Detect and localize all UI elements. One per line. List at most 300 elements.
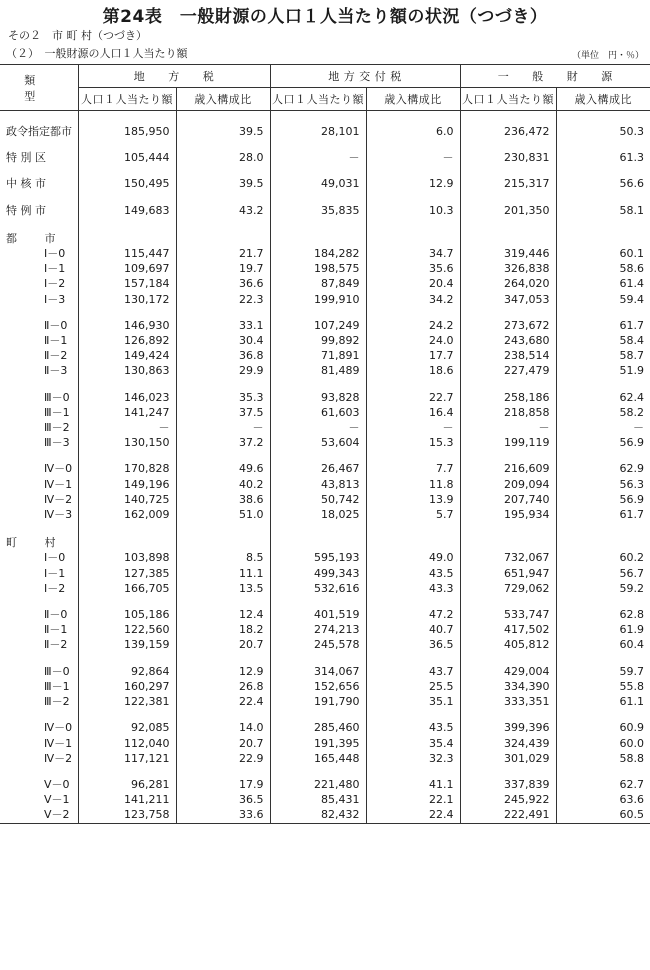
general-revenue-per-capita: 319,446 (460, 246, 556, 261)
spacer-row (0, 218, 650, 231)
row-label: 特 例 市 (6, 203, 46, 217)
local-tax-per-capita: 141,211 (78, 792, 176, 807)
local-tax-ratio: 37.5 (176, 405, 270, 420)
allocation-tax-ratio: 6.0 (366, 124, 460, 139)
general-revenue-ratio: 61.3 (556, 150, 650, 165)
allocation-tax-per-capita: 107,249 (270, 318, 366, 333)
empty-cell (270, 165, 366, 176)
allocation-tax-per-capita: － (270, 420, 366, 435)
general-revenue-ratio: 56.6 (556, 176, 650, 191)
empty-cell (270, 596, 366, 607)
general-revenue-ratio: 58.4 (556, 333, 650, 348)
general-revenue-ratio: 61.1 (556, 694, 650, 709)
row-label: Ⅱ－2 (44, 349, 68, 363)
empty-cell (270, 192, 366, 203)
table-row (0, 566, 650, 581)
table-row (0, 203, 650, 218)
table-row (0, 461, 650, 476)
local-tax-ratio: 11.1 (176, 566, 270, 581)
allocation-tax-ratio: 15.3 (366, 435, 460, 450)
general-revenue-ratio: 59.2 (556, 581, 650, 596)
table-row (0, 348, 650, 363)
header-ratio: 歳入構成比 (366, 88, 460, 111)
table-row (0, 751, 650, 766)
row-label: Ⅲ－1 (44, 405, 70, 419)
local-tax-per-capita: － (78, 420, 176, 435)
empty-cell (0, 165, 78, 176)
general-revenue-ratio: 60.0 (556, 736, 650, 751)
general-revenue-ratio: 58.7 (556, 348, 650, 363)
empty-cell (366, 165, 460, 176)
empty-cell (176, 596, 270, 607)
general-revenue-ratio: 61.9 (556, 622, 650, 637)
allocation-tax-ratio: 43.7 (366, 664, 460, 679)
allocation-tax-per-capita: 43,813 (270, 477, 366, 492)
allocation-tax-ratio: 43.5 (366, 720, 460, 735)
general-revenue-per-capita: 201,350 (460, 203, 556, 218)
row-label: Ⅴ－2 (0, 807, 78, 823)
allocation-tax-per-capita: 401,519 (270, 607, 366, 622)
allocation-tax-per-capita: 87,849 (270, 276, 366, 291)
general-revenue-ratio: 59.7 (556, 664, 650, 679)
empty-cell (556, 192, 650, 203)
empty-cell (0, 111, 78, 125)
empty-cell (0, 139, 78, 150)
table-row (0, 292, 650, 307)
allocation-tax-per-capita: 184,282 (270, 246, 366, 261)
general-revenue-ratio: 60.4 (556, 637, 650, 652)
local-tax-per-capita: 160,297 (78, 679, 176, 694)
empty-cell (0, 450, 78, 461)
empty-cell (366, 766, 460, 777)
allocation-tax-per-capita: 93,828 (270, 390, 366, 405)
allocation-tax-per-capita: 82,432 (270, 807, 366, 823)
empty-cell (176, 709, 270, 720)
local-tax-ratio: 21.7 (176, 246, 270, 261)
allocation-tax-ratio: 43.3 (366, 581, 460, 596)
table-row (0, 622, 650, 637)
allocation-tax-per-capita: 199,910 (270, 292, 366, 307)
table-row (0, 176, 650, 191)
empty-cell (556, 709, 650, 720)
local-tax-ratio: 36.6 (176, 276, 270, 291)
category-label: 町 村 (6, 536, 68, 550)
general-revenue-ratio: 61.7 (556, 507, 650, 522)
empty-cell (460, 218, 556, 231)
local-tax-per-capita: 92,085 (78, 720, 176, 735)
row-label: Ⅲ－3 (44, 436, 70, 450)
allocation-tax-ratio: 22.4 (366, 807, 460, 823)
empty-cell (460, 139, 556, 150)
table-row (0, 507, 650, 522)
row-label: Ⅲ－0 (44, 664, 70, 678)
table-row (0, 807, 650, 823)
empty-cell (0, 653, 78, 664)
category-row (0, 231, 650, 246)
spacer-row (0, 139, 650, 150)
empty-cell (556, 653, 650, 664)
allocation-tax-per-capita: 198,575 (270, 261, 366, 276)
local-tax-per-capita: 130,150 (78, 435, 176, 450)
general-revenue-ratio: 60.1 (556, 246, 650, 261)
empty-cell (460, 450, 556, 461)
spacer-row (0, 709, 650, 720)
local-tax-per-capita: 122,381 (78, 694, 176, 709)
table-row (0, 550, 650, 565)
local-tax-per-capita: 170,828 (78, 461, 176, 476)
empty-cell (0, 766, 78, 777)
local-tax-ratio: － (176, 420, 270, 435)
general-revenue-ratio: 62.9 (556, 461, 650, 476)
table-row (0, 792, 650, 807)
row-label: Ⅱ－0 (44, 608, 68, 622)
row-label: Ⅱ－0 (44, 318, 68, 332)
empty-cell (460, 766, 556, 777)
header-local-tax: 地 方 税 (78, 65, 270, 88)
local-tax-per-capita: 149,424 (78, 348, 176, 363)
empty-cell (0, 522, 78, 535)
allocation-tax-per-capita: 532,616 (270, 581, 366, 596)
empty-cell (176, 111, 270, 125)
empty-cell (460, 111, 556, 125)
general-revenue-per-capita: 533,747 (460, 607, 556, 622)
empty-cell (270, 218, 366, 231)
general-revenue-per-capita: 236,472 (460, 124, 556, 139)
table-row (0, 276, 650, 291)
table-row (0, 124, 650, 139)
section-subtitle: その２ 市 町 村（つづき） (8, 29, 147, 42)
empty-cell (176, 653, 270, 664)
empty-cell (270, 522, 366, 535)
general-revenue-ratio: 60.2 (556, 550, 650, 565)
local-tax-ratio: 28.0 (176, 150, 270, 165)
table-row (0, 664, 650, 679)
general-revenue-per-capita: 405,812 (460, 637, 556, 652)
allocation-tax-per-capita: － (270, 150, 366, 165)
row-label: Ⅲ－2 (44, 421, 70, 435)
empty-cell (176, 379, 270, 390)
general-revenue-per-capita: 729,062 (460, 581, 556, 596)
empty-cell (78, 307, 176, 318)
empty-cell (176, 522, 270, 535)
spacer-row (0, 379, 650, 390)
allocation-tax-ratio: 22.7 (366, 390, 460, 405)
row-label: Ⅱ－1 (44, 334, 68, 348)
general-revenue-per-capita: 651,947 (460, 566, 556, 581)
empty-cell (556, 766, 650, 777)
local-tax-per-capita: 92,864 (78, 664, 176, 679)
row-label: Ⅳ－3 (44, 508, 73, 522)
general-revenue-per-capita: 199,119 (460, 435, 556, 450)
empty-cell (78, 766, 176, 777)
spacer-row (0, 522, 650, 535)
spacer-row (0, 450, 650, 461)
general-revenue-per-capita: 333,351 (460, 694, 556, 709)
local-tax-per-capita: 130,863 (78, 363, 176, 378)
local-tax-ratio: 39.5 (176, 176, 270, 191)
table-row (0, 405, 650, 420)
empty-cell (460, 535, 556, 550)
local-tax-per-capita: 157,184 (78, 276, 176, 291)
allocation-tax-per-capita: 85,431 (270, 792, 366, 807)
local-tax-per-capita: 122,560 (78, 622, 176, 637)
empty-cell (176, 450, 270, 461)
empty-cell (366, 709, 460, 720)
row-label: Ⅱ－1 (44, 623, 68, 637)
allocation-tax-ratio: 47.2 (366, 607, 460, 622)
empty-cell (366, 379, 460, 390)
allocation-tax-per-capita: 285,460 (270, 720, 366, 735)
local-tax-ratio: 36.8 (176, 348, 270, 363)
spacer-row (0, 165, 650, 176)
general-revenue-ratio: 58.6 (556, 261, 650, 276)
general-revenue-ratio: 51.9 (556, 363, 650, 378)
local-tax-per-capita: 166,705 (78, 581, 176, 596)
empty-cell (0, 192, 78, 203)
empty-cell (460, 231, 556, 246)
local-tax-per-capita: 146,023 (78, 390, 176, 405)
row-label: Ⅳ－1 (44, 736, 73, 750)
spacer-row (0, 111, 650, 125)
row-label: 政令指定都市 (6, 125, 72, 138)
table-row (0, 150, 650, 165)
empty-cell (176, 231, 270, 246)
table-row (0, 777, 650, 792)
row-label: Ⅰ－2 (44, 277, 66, 291)
per-capita-revenue-table (0, 64, 650, 824)
empty-cell (176, 139, 270, 150)
empty-cell (78, 218, 176, 231)
empty-cell (460, 709, 556, 720)
allocation-tax-ratio: 20.4 (366, 276, 460, 291)
general-revenue-ratio: 58.8 (556, 751, 650, 766)
empty-cell (556, 535, 650, 550)
row-label: 中 核 市 (6, 177, 46, 191)
general-revenue-per-capita: 216,609 (460, 461, 556, 476)
empty-cell (0, 218, 78, 231)
local-tax-ratio: 22.3 (176, 292, 270, 307)
table-row (0, 333, 650, 348)
table-row (0, 261, 650, 276)
general-revenue-per-capita: 222,491 (460, 807, 556, 823)
allocation-tax-per-capita: 18,025 (270, 507, 366, 522)
local-tax-ratio: 40.2 (176, 477, 270, 492)
empty-cell (270, 653, 366, 664)
general-revenue-per-capita: 195,934 (460, 507, 556, 522)
table-row (0, 607, 650, 622)
empty-cell (78, 653, 176, 664)
general-revenue-per-capita: 324,439 (460, 736, 556, 751)
empty-cell (270, 231, 366, 246)
header-per-capita: 人口１人当たり額 (78, 88, 176, 111)
spacer-row (0, 653, 650, 664)
local-tax-per-capita: 117,121 (78, 751, 176, 766)
allocation-tax-ratio: 34.7 (366, 246, 460, 261)
local-tax-ratio: 22.4 (176, 694, 270, 709)
local-tax-ratio: 20.7 (176, 637, 270, 652)
empty-cell (366, 653, 460, 664)
local-tax-ratio: 43.2 (176, 203, 270, 218)
row-label: Ⅲ－2 (44, 695, 70, 709)
header-per-capita: 人口１人当たり額 (270, 88, 366, 111)
header-general-revenue: 一 般 財 源 (460, 65, 650, 88)
allocation-tax-ratio: 35.1 (366, 694, 460, 709)
empty-cell (270, 709, 366, 720)
general-revenue-ratio: 56.7 (556, 566, 650, 581)
local-tax-ratio: 12.4 (176, 607, 270, 622)
allocation-tax-ratio: － (366, 150, 460, 165)
allocation-tax-ratio: 35.6 (366, 261, 460, 276)
general-revenue-ratio: 63.6 (556, 792, 650, 807)
empty-cell (366, 596, 460, 607)
empty-cell (0, 596, 78, 607)
general-revenue-per-capita: 399,396 (460, 720, 556, 735)
local-tax-ratio: 39.5 (176, 124, 270, 139)
empty-cell (366, 450, 460, 461)
local-tax-per-capita: 162,009 (78, 507, 176, 522)
allocation-tax-per-capita: 26,467 (270, 461, 366, 476)
empty-cell (78, 450, 176, 461)
header-per-capita: 人口１人当たり額 (460, 88, 556, 111)
empty-cell (460, 192, 556, 203)
empty-cell (556, 111, 650, 125)
allocation-tax-per-capita: 245,578 (270, 637, 366, 652)
empty-cell (460, 379, 556, 390)
general-revenue-per-capita: 215,317 (460, 176, 556, 191)
table-subtitle: （２） 一般財源の人口１人当たり額 (6, 47, 188, 60)
table-row (0, 246, 650, 261)
allocation-tax-ratio: 16.4 (366, 405, 460, 420)
general-revenue-ratio: 61.4 (556, 276, 650, 291)
allocation-tax-per-capita: 595,193 (270, 550, 366, 565)
empty-cell (176, 192, 270, 203)
empty-cell (366, 192, 460, 203)
local-tax-ratio: 29.9 (176, 363, 270, 378)
general-revenue-ratio: 56.9 (556, 492, 650, 507)
local-tax-ratio: 14.0 (176, 720, 270, 735)
empty-cell (0, 307, 78, 318)
local-tax-ratio: 30.4 (176, 333, 270, 348)
general-revenue-per-capita: 273,672 (460, 318, 556, 333)
local-tax-per-capita: 105,444 (78, 150, 176, 165)
allocation-tax-ratio: 24.0 (366, 333, 460, 348)
header-ratio: 歳入構成比 (556, 88, 650, 111)
empty-cell (460, 522, 556, 535)
empty-cell (270, 139, 366, 150)
local-tax-per-capita: 127,385 (78, 566, 176, 581)
row-label: Ⅴ－1 (44, 793, 70, 807)
allocation-tax-per-capita: 221,480 (270, 777, 366, 792)
empty-cell (78, 192, 176, 203)
empty-cell (270, 450, 366, 461)
empty-cell (556, 218, 650, 231)
general-revenue-per-capita: 347,053 (460, 292, 556, 307)
allocation-tax-ratio: 10.3 (366, 203, 460, 218)
row-label: Ⅰ－1 (44, 566, 66, 580)
general-revenue-per-capita: 337,839 (460, 777, 556, 792)
table-row (0, 477, 650, 492)
local-tax-per-capita: 141,247 (78, 405, 176, 420)
spacer-row (0, 596, 650, 607)
general-revenue-per-capita: 326,838 (460, 261, 556, 276)
general-revenue-per-capita: 238,514 (460, 348, 556, 363)
empty-cell (176, 165, 270, 176)
row-label: Ⅰ－1 (44, 262, 66, 276)
allocation-tax-ratio: 5.7 (366, 507, 460, 522)
spacer-row (0, 307, 650, 318)
general-revenue-ratio: 60.9 (556, 720, 650, 735)
empty-cell (78, 139, 176, 150)
local-tax-per-capita: 103,898 (78, 550, 176, 565)
row-label: Ⅴ－0 (44, 777, 70, 791)
local-tax-ratio: 36.5 (176, 792, 270, 807)
allocation-tax-ratio: 32.3 (366, 751, 460, 766)
general-revenue-per-capita: 227,479 (460, 363, 556, 378)
row-label: Ⅰ－0 (44, 247, 66, 261)
empty-cell (556, 231, 650, 246)
empty-cell (270, 535, 366, 550)
general-revenue-per-capita: 230,831 (460, 150, 556, 165)
empty-cell (366, 218, 460, 231)
row-label: 特 別 区 (6, 151, 46, 165)
empty-cell (176, 218, 270, 231)
general-revenue-ratio: 62.8 (556, 607, 650, 622)
table-row (0, 492, 650, 507)
allocation-tax-per-capita: 99,892 (270, 333, 366, 348)
allocation-tax-per-capita: 28,101 (270, 124, 366, 139)
allocation-tax-ratio: － (366, 420, 460, 435)
allocation-tax-per-capita: 61,603 (270, 405, 366, 420)
allocation-tax-ratio: 11.8 (366, 477, 460, 492)
table-row (0, 420, 650, 435)
general-revenue-ratio: 60.5 (556, 807, 650, 823)
allocation-tax-ratio: 49.0 (366, 550, 460, 565)
empty-cell (556, 450, 650, 461)
local-tax-per-capita: 105,186 (78, 607, 176, 622)
allocation-tax-ratio: 43.5 (366, 566, 460, 581)
local-tax-ratio: 8.5 (176, 550, 270, 565)
empty-cell (556, 379, 650, 390)
general-revenue-per-capita: 243,680 (460, 333, 556, 348)
allocation-tax-ratio: 17.7 (366, 348, 460, 363)
local-tax-per-capita: 96,281 (78, 777, 176, 792)
local-tax-ratio: 17.9 (176, 777, 270, 792)
local-tax-ratio: 51.0 (176, 507, 270, 522)
row-label: Ⅳ－2 (44, 751, 73, 765)
empty-cell (176, 307, 270, 318)
local-tax-per-capita: 146,930 (78, 318, 176, 333)
local-tax-per-capita: 149,683 (78, 203, 176, 218)
table-row (0, 318, 650, 333)
general-revenue-ratio: 61.7 (556, 318, 650, 333)
empty-cell (78, 231, 176, 246)
empty-cell (366, 231, 460, 246)
row-label: Ⅳ－2 (44, 492, 73, 506)
local-tax-ratio: 33.6 (176, 807, 270, 823)
allocation-tax-ratio: 24.2 (366, 318, 460, 333)
local-tax-per-capita: 115,447 (78, 246, 176, 261)
row-label: Ⅳ－0 (44, 721, 73, 735)
local-tax-per-capita: 149,196 (78, 477, 176, 492)
allocation-tax-per-capita: 81,489 (270, 363, 366, 378)
local-tax-ratio: 18.2 (176, 622, 270, 637)
spacer-row (0, 766, 650, 777)
general-revenue-per-capita: 301,029 (460, 751, 556, 766)
local-tax-ratio: 33.1 (176, 318, 270, 333)
local-tax-per-capita: 130,172 (78, 292, 176, 307)
row-label: Ⅳ－0 (44, 462, 73, 476)
table-row (0, 720, 650, 735)
